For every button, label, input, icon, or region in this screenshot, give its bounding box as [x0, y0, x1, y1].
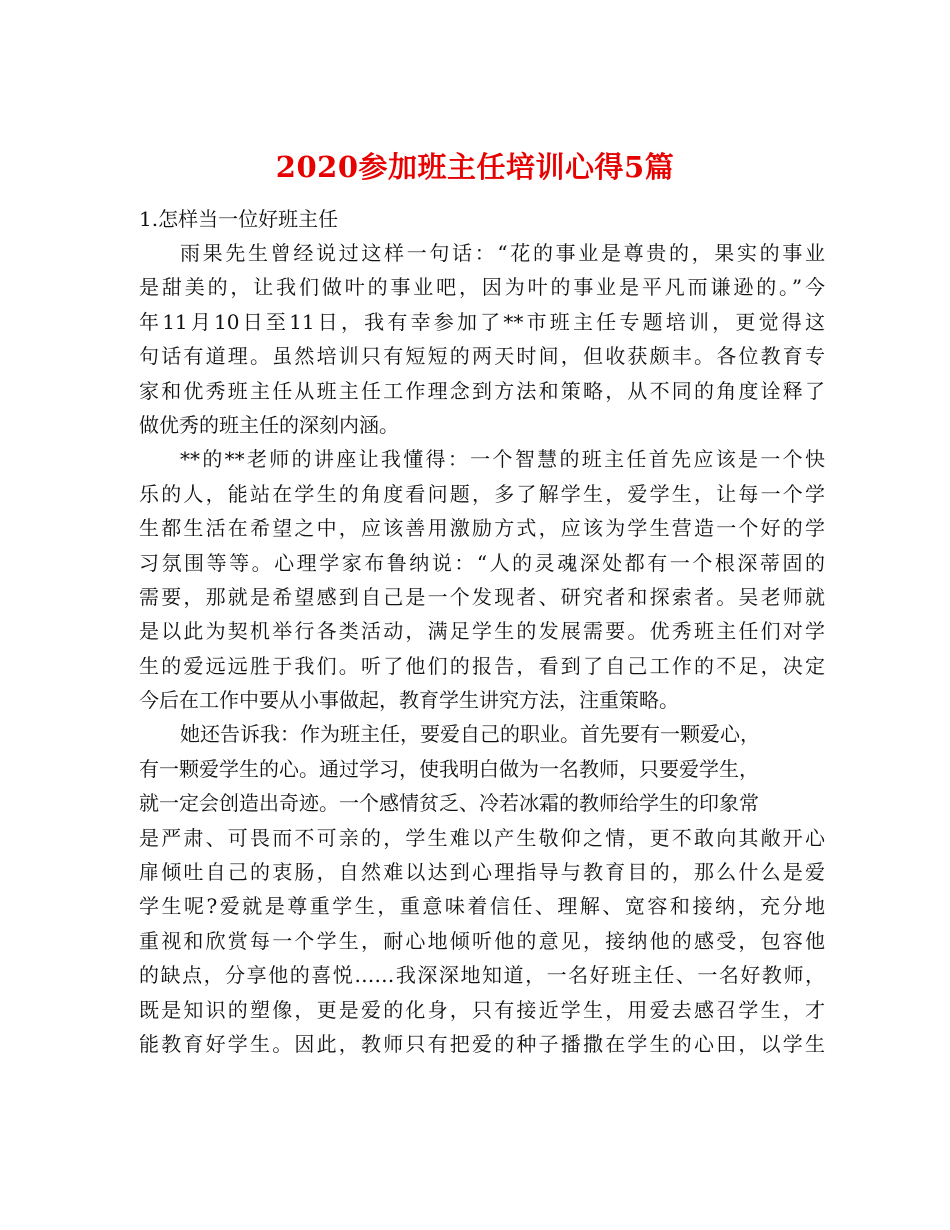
paragraph-2 [139, 442, 825, 717]
paragraph-line: 她还告诉我：作为班主任，要爱自己的职业。首先要有一颗爱心， [180, 722, 760, 747]
paragraph-line: 需要，那就是希望感到自己是一个发现者、研究者和探索者。吴老师就 [139, 584, 825, 609]
paragraph-line: 是以此为契机举行各类活动，满足学生的发展需要。优秀班主任们对学 [139, 619, 825, 644]
paragraph-line: 乐的人，能站在学生的角度看问题，多了解学生，爱学生，让每一个学 [139, 481, 825, 506]
paragraph-3 [139, 717, 825, 1061]
paragraph-line: 是严肃、可畏而不可亲的，学生难以产生敬仰之情，更不敢向其敞开心 [139, 825, 825, 850]
paragraph-line: 学生呢?爱就是尊重学生，重意味着信任、理解、宽容和接纳，充分地 [139, 894, 825, 919]
paragraph-1 [139, 236, 825, 442]
paragraph-line: 年11月10日至11日，我有幸参加了**市班主任专题培训，更觉得这 [139, 309, 825, 334]
paragraph-line: 雨果先生曾经说过这样一句话：“花的事业是尊贵的，果实的事业 [180, 241, 825, 265]
paragraph-line: 既是知识的塑像，更是爱的化身，只有接近学生，用爱去感召学生，才 [139, 997, 825, 1022]
paragraph-line: 有一颗爱学生的心。通过学习，使我明白做为一名教师，只要爱学生， [139, 756, 759, 781]
paragraph-line: 做优秀的班主任的深刻内涵。 [139, 412, 399, 437]
paragraph-line: 是甜美的，让我们做叶的事业吧，因为叶的事业是平凡而谦逊的。”今 [139, 275, 825, 300]
paragraph-line: 就一定会创造出奇迹。一个感情贫乏、冷若冰霜的教师给学生的印象常 [139, 791, 759, 816]
paragraph-line: **的**老师的讲座让我懂得：一个智慧的班主任首先应该是一个快 [180, 447, 825, 472]
paragraph-line: 生的爱远远胜于我们。听了他们的报告，看到了自己工作的不足，决定 [139, 653, 825, 678]
paragraph-line: 生都生活在希望之中，应该善用激励方式，应该为学生营造一个好的学 [139, 516, 825, 541]
paragraph-line: 今后在工作中要从小事做起，教育学生讲究方法，注重策略。 [139, 688, 679, 713]
paragraph-line: 习氛围等等。心理学家布鲁纳说：“人的灵魂深处都有一个根深蒂固的 [139, 550, 825, 575]
document-body [139, 202, 825, 1061]
paragraph-line: 能教育好学生。因此，教师只有把爱的种子播撒在学生的心田，以学生 [139, 1031, 825, 1056]
paragraph-line: 重视和欣赏每一个学生，耐心地倾听他的意见，接纳他的感受，包容他 [139, 928, 825, 953]
paragraph-line: 句话有道理。虽然培训只有短短的两天时间，但收获颇丰。各位教育专 [139, 344, 825, 369]
paragraph-line: 的缺点，分享他的喜悦……我深深地知道，一名好班主任、一名好教师， [139, 963, 825, 988]
paragraph-line: 家和优秀班主任从班主任工作理念到方法和策略，从不同的角度诠释了 [139, 378, 825, 403]
section-heading: 1.怎样当一位好班主任 [139, 207, 339, 231]
document-title: 2020参加班主任培训心得5篇 [275, 150, 675, 185]
paragraph-line: 扉倾吐自己的衷肠，自然难以达到心理指导与教育目的，那么什么是爱 [139, 860, 825, 885]
